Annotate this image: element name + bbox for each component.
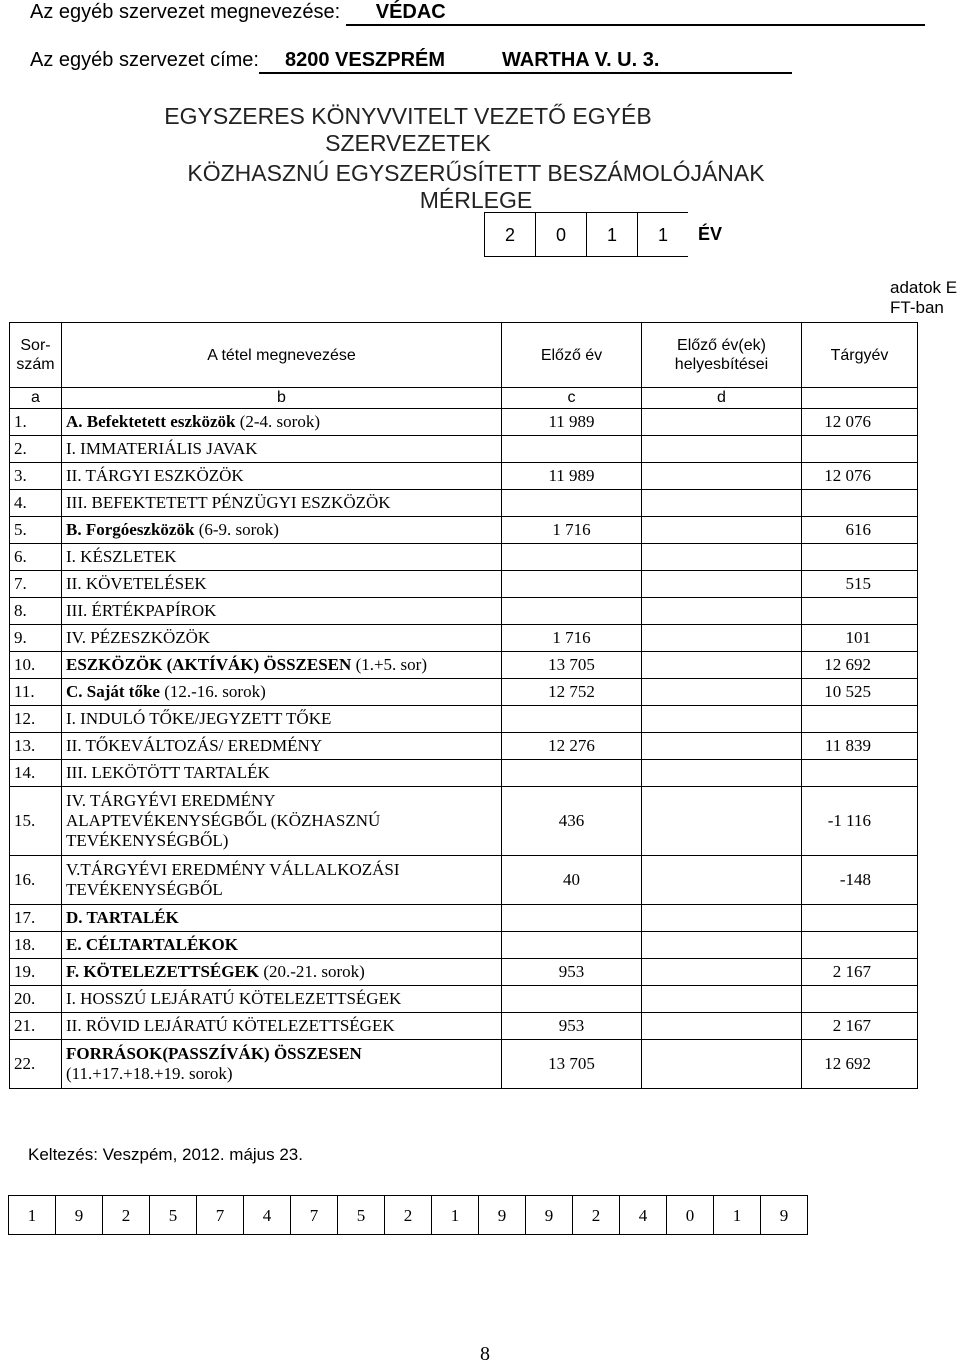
- table-row: [10, 517, 918, 544]
- row-item-name: [62, 787, 502, 856]
- row-item-text: I. KÉSZLETEK: [66, 547, 177, 566]
- row-current-year: [802, 986, 918, 1013]
- row-prev-year: [502, 932, 642, 959]
- row-item-name: [62, 598, 502, 625]
- row-current-year: 12 076: [802, 463, 918, 490]
- row-prev-year: 11 989: [502, 463, 642, 490]
- row-item-text: II. TÁRGYI ESZKÖZÖK: [66, 466, 244, 485]
- table-row: [10, 986, 918, 1013]
- row-corrections: [642, 625, 802, 652]
- row-item-text: II. KÖVETELÉSEK: [66, 574, 207, 593]
- row-item-text: (1.+5. sor): [351, 655, 427, 674]
- row-item-text: IV. PÉZESZKÖZÖK: [66, 628, 211, 647]
- row-corrections: [642, 409, 802, 436]
- row-corrections: [642, 490, 802, 517]
- row-item-text: TEVÉKENYSÉGBŐL): [66, 831, 229, 850]
- row-corrections: [642, 544, 802, 571]
- row-number: 9.: [10, 625, 62, 652]
- row-number: 22.: [10, 1040, 62, 1089]
- units-note: [890, 278, 957, 318]
- table-row: [10, 652, 918, 679]
- row-number: 11.: [10, 679, 62, 706]
- row-number: 16.: [10, 856, 62, 905]
- row-current-year: 2 167: [802, 1013, 918, 1040]
- row-item-text: I. INDULÓ TŐKE/JEGYZETT TŐKE: [66, 709, 332, 728]
- tax-digit: 1: [713, 1195, 760, 1235]
- row-number: 19.: [10, 959, 62, 986]
- year-digit: 2: [484, 212, 535, 257]
- year-digit: 0: [535, 212, 586, 257]
- row-item-name: [62, 760, 502, 787]
- row-prev-year: 1 716: [502, 625, 642, 652]
- row-prev-year: 40: [502, 856, 642, 905]
- date-line: Keltezés: Veszpém, 2012. május 23.: [28, 1145, 303, 1164]
- row-number: 14.: [10, 760, 62, 787]
- table-row: [10, 625, 918, 652]
- row-corrections: [642, 1013, 802, 1040]
- org-address-street: WARTHA V. U. 3.: [490, 48, 792, 74]
- table-row: [10, 571, 918, 598]
- row-number: 2.: [10, 436, 62, 463]
- row-current-year: 12 692: [802, 1040, 918, 1089]
- row-item-bold: E. CÉLTARTALÉKOK: [66, 935, 238, 954]
- org-address-line: [30, 48, 792, 74]
- tax-digit: 2: [102, 1195, 149, 1235]
- row-prev-year: [502, 706, 642, 733]
- balance-sheet-table: [9, 322, 918, 1089]
- row-item-text: TEVÉKENYSÉGBŐL: [66, 880, 223, 899]
- row-item-text: III. BEFEKTETETT PÉNZÜGYI ESZKÖZÖK: [66, 493, 391, 512]
- row-prev-year: 12 752: [502, 679, 642, 706]
- table-row: [10, 598, 918, 625]
- tax-number-box: [8, 1195, 808, 1235]
- tax-digit: 4: [619, 1195, 666, 1235]
- row-corrections: [642, 679, 802, 706]
- row-current-year: [802, 544, 918, 571]
- row-prev-year: [502, 598, 642, 625]
- tax-digit: 9: [760, 1195, 808, 1235]
- row-corrections: [642, 959, 802, 986]
- row-current-year: [802, 932, 918, 959]
- row-item-bold: ESZKÖZÖK (AKTÍVÁK) ÖSSZESEN: [66, 655, 352, 674]
- row-corrections: [642, 436, 802, 463]
- row-current-year: 12 076: [802, 409, 918, 436]
- row-item-text: IV. TÁRGYÉVI EREDMÉNY: [66, 791, 276, 810]
- row-item-text: (6-9. sorok): [194, 520, 279, 539]
- year-box: [484, 212, 722, 257]
- row-number: 17.: [10, 905, 62, 932]
- row-current-year: 10 525: [802, 679, 918, 706]
- row-current-year: [802, 490, 918, 517]
- year-digit: 1: [637, 212, 688, 257]
- row-item-text: (2-4. sorok): [235, 412, 320, 431]
- row-prev-year: 436: [502, 787, 642, 856]
- col-header-corrections: Előző év(ek) helyesbítései: [642, 323, 802, 388]
- row-prev-year: 11 989: [502, 409, 642, 436]
- row-corrections: [642, 905, 802, 932]
- row-current-year: [802, 436, 918, 463]
- row-number: 8.: [10, 598, 62, 625]
- row-corrections: [642, 760, 802, 787]
- row-item-text: II. TŐKEVÁLTOZÁS/ EREDMÉNY: [66, 736, 323, 755]
- table-row: [10, 436, 918, 463]
- row-item-name: [62, 544, 502, 571]
- row-number: 5.: [10, 517, 62, 544]
- tax-digit: 2: [572, 1195, 619, 1235]
- col-letter-b: b: [62, 388, 502, 409]
- row-prev-year: 953: [502, 1013, 642, 1040]
- year-digit: 1: [586, 212, 637, 257]
- col-letter-a: a: [10, 388, 62, 409]
- table-row: [10, 959, 918, 986]
- year-label: ÉV: [698, 224, 723, 244]
- tax-digit: 4: [243, 1195, 290, 1235]
- table-row: [10, 932, 918, 959]
- org-address-label: Az egyéb szervezet címe:: [30, 49, 259, 71]
- row-prev-year: [502, 760, 642, 787]
- col-header-sorszam: Sor- szám: [10, 323, 62, 388]
- col-header-name: A tétel megnevezése: [62, 323, 502, 388]
- row-item-text: III. ÉRTÉKPAPÍROK: [66, 601, 217, 620]
- row-item-text: (20.-21. sorok): [259, 962, 365, 981]
- row-corrections: [642, 652, 802, 679]
- col-header-prev: Előző év: [502, 323, 642, 388]
- row-item-name: [62, 733, 502, 760]
- table-row: [10, 706, 918, 733]
- row-prev-year: [502, 544, 642, 571]
- row-item-bold: FORRÁSOK(PASSZÍVÁK) ÖSSZESEN: [66, 1044, 362, 1063]
- units-line-2: FT-ban: [890, 298, 944, 317]
- tax-digit: 1: [8, 1195, 55, 1235]
- row-current-year: 616: [802, 517, 918, 544]
- tax-digit: 1: [431, 1195, 478, 1235]
- table-row: [10, 1013, 918, 1040]
- row-number: 7.: [10, 571, 62, 598]
- row-item-name: [62, 706, 502, 733]
- org-address-city: 8200 VESZPRÉM: [259, 48, 490, 74]
- table-row: [10, 463, 918, 490]
- table-row: [10, 733, 918, 760]
- document-title-line-2: KÖZHASZNÚ EGYSZERŰSÍTETT BESZÁMOLÓJÁNAK MÉRLEGE: [187, 160, 765, 213]
- col-header-current: Tárgyév: [802, 323, 918, 388]
- row-item-name: [62, 517, 502, 544]
- row-item-name: [62, 856, 502, 905]
- table-row: [10, 544, 918, 571]
- tax-digit: 7: [290, 1195, 337, 1235]
- row-corrections: [642, 517, 802, 544]
- row-number: 6.: [10, 544, 62, 571]
- org-name-label: Az egyéb szervezet megnevezése:: [30, 1, 341, 23]
- row-corrections: [642, 598, 802, 625]
- row-item-name: [62, 959, 502, 986]
- row-corrections: [642, 463, 802, 490]
- row-item-name: [62, 571, 502, 598]
- row-prev-year: [502, 905, 642, 932]
- row-prev-year: [502, 986, 642, 1013]
- row-current-year: [802, 905, 918, 932]
- row-number: 21.: [10, 1013, 62, 1040]
- row-item-bold: C. Saját tőke: [66, 682, 160, 701]
- row-prev-year: 13 705: [502, 1040, 642, 1089]
- row-prev-year: [502, 436, 642, 463]
- row-corrections: [642, 733, 802, 760]
- row-item-name: [62, 652, 502, 679]
- tax-digit: 9: [55, 1195, 102, 1235]
- table-row: [10, 787, 918, 856]
- row-corrections: [642, 932, 802, 959]
- row-number: 10.: [10, 652, 62, 679]
- row-item-bold: F. KÖTELEZETTSÉGEK: [66, 962, 260, 981]
- document-title-line-1: EGYSZERES KÖNYVVITELT VEZETŐ EGYÉB SZERVEZETEK: [164, 103, 652, 156]
- table-row: [10, 856, 918, 905]
- row-number: 12.: [10, 706, 62, 733]
- table-row: [10, 490, 918, 517]
- row-prev-year: 1 716: [502, 517, 642, 544]
- page-number: 8: [480, 1343, 490, 1365]
- row-number: 15.: [10, 787, 62, 856]
- row-current-year: [802, 598, 918, 625]
- row-item-name: [62, 932, 502, 959]
- table-row: [10, 1040, 918, 1089]
- tax-digit: 9: [478, 1195, 525, 1235]
- units-line-1: adatok E: [890, 278, 958, 297]
- row-item-text: (11.+17.+18.+19. sorok): [66, 1064, 233, 1083]
- tax-digit: 5: [337, 1195, 384, 1235]
- tax-digit: 5: [149, 1195, 196, 1235]
- row-current-year: -1 116: [802, 787, 918, 856]
- tax-digit: 9: [525, 1195, 572, 1235]
- org-name-value: VÉDAC: [346, 0, 925, 26]
- row-item-text: I. IMMATERIÁLIS JAVAK: [66, 439, 258, 458]
- row-current-year: [802, 706, 918, 733]
- row-item-text: III. LEKÖTÖTT TARTALÉK: [66, 763, 270, 782]
- row-item-text: II. RÖVID LEJÁRATÚ KÖTELEZETTSÉGEK: [66, 1016, 395, 1035]
- row-item-text: (12.-16. sorok): [159, 682, 266, 701]
- row-current-year: [802, 760, 918, 787]
- row-item-bold: A. Befektetett eszközök: [66, 412, 236, 431]
- row-number: 3.: [10, 463, 62, 490]
- tax-digit: 7: [196, 1195, 243, 1235]
- col-letter-d: d: [642, 388, 802, 409]
- row-item-text: V.TÁRGYÉVI EREDMÉNY VÁLLALKOZÁSI: [66, 860, 400, 879]
- row-item-name: [62, 490, 502, 517]
- table-row: [10, 409, 918, 436]
- row-item-name: [62, 625, 502, 652]
- row-item-text: I. HOSSZÚ LEJÁRATÚ KÖTELEZETTSÉGEK: [66, 989, 402, 1008]
- row-current-year: 515: [802, 571, 918, 598]
- row-corrections: [642, 856, 802, 905]
- row-prev-year: [502, 490, 642, 517]
- table-row: [10, 760, 918, 787]
- row-current-year: -148: [802, 856, 918, 905]
- table-header-row: [10, 323, 918, 388]
- row-current-year: 11 839: [802, 733, 918, 760]
- table-row: [10, 905, 918, 932]
- row-item-name: [62, 409, 502, 436]
- row-item-bold: B. Forgóeszközök: [66, 520, 195, 539]
- org-name-line: [30, 0, 925, 26]
- row-item-bold: D. TARTALÉK: [66, 908, 179, 927]
- row-prev-year: 953: [502, 959, 642, 986]
- table-letter-row: [10, 388, 918, 409]
- col-letter-e: [802, 388, 918, 409]
- row-item-name: [62, 905, 502, 932]
- row-corrections: [642, 1040, 802, 1089]
- row-current-year: 101: [802, 625, 918, 652]
- row-number: 13.: [10, 733, 62, 760]
- row-number: 1.: [10, 409, 62, 436]
- row-current-year: 2 167: [802, 959, 918, 986]
- row-item-name: [62, 679, 502, 706]
- tax-digit: 0: [666, 1195, 713, 1235]
- row-item-name: [62, 463, 502, 490]
- tax-digit: 2: [384, 1195, 431, 1235]
- row-corrections: [642, 571, 802, 598]
- row-current-year: 12 692: [802, 652, 918, 679]
- table-row: [10, 679, 918, 706]
- row-number: 4.: [10, 490, 62, 517]
- row-corrections: [642, 787, 802, 856]
- row-corrections: [642, 706, 802, 733]
- row-item-name: [62, 436, 502, 463]
- row-prev-year: 13 705: [502, 652, 642, 679]
- row-item-name: [62, 1040, 502, 1089]
- row-number: 20.: [10, 986, 62, 1013]
- row-prev-year: [502, 571, 642, 598]
- row-item-text: ALAPTEVÉKENYSÉGBŐL (KÖZHASZNÚ: [66, 811, 381, 830]
- row-item-name: [62, 1013, 502, 1040]
- row-item-name: [62, 986, 502, 1013]
- row-prev-year: 12 276: [502, 733, 642, 760]
- row-number: 18.: [10, 932, 62, 959]
- col-letter-c: c: [502, 388, 642, 409]
- row-corrections: [642, 986, 802, 1013]
